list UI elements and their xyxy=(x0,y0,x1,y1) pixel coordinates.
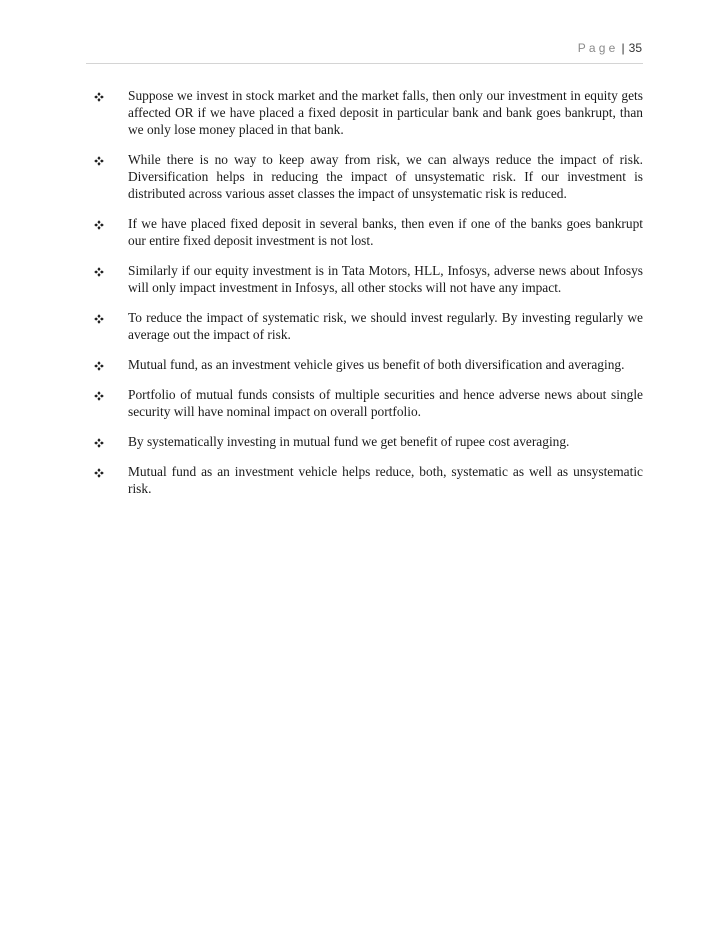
list-item xyxy=(94,433,643,450)
header-divider xyxy=(86,63,643,64)
page-separator: | xyxy=(621,41,625,55)
diamond-bullet-icon xyxy=(94,433,128,448)
diamond-bullet-icon xyxy=(94,151,128,166)
list-item xyxy=(94,87,643,138)
list-item xyxy=(94,262,643,296)
list-item xyxy=(94,356,643,373)
page-header xyxy=(578,41,642,55)
bullet-text: To reduce the impact of systematic risk, we should invest regularly. By investing regularly we average out the impact of risk. xyxy=(128,310,643,342)
diamond-bullet-icon xyxy=(94,262,128,277)
diamond-bullet-icon xyxy=(94,386,128,401)
diamond-bullet-icon xyxy=(94,87,128,102)
page-label: Page xyxy=(577,41,619,55)
bullet-list xyxy=(94,87,643,510)
bullet-text: Suppose we invest in stock market and the market falls, then only our investment in equity gets affected OR if we have placed a fixed deposit in particular bank and bank goes bankrupt, than we only lose money placed in that bank. xyxy=(128,88,643,137)
diamond-bullet-icon xyxy=(94,309,128,324)
list-item xyxy=(94,463,643,497)
bullet-text: Portfolio of mutual funds consists of multiple securities and hence adverse news about single security will have nominal impact on overall portfolio. xyxy=(128,387,643,419)
diamond-bullet-icon xyxy=(94,215,128,230)
list-item xyxy=(94,309,643,343)
list-item xyxy=(94,386,643,420)
diamond-bullet-icon xyxy=(94,356,128,371)
bullet-text: If we have placed fixed deposit in several banks, then even if one of the banks goes bankrupt our entire fixed deposit investment is not lost. xyxy=(128,216,643,248)
list-item xyxy=(94,215,643,249)
bullet-text: Mutual fund as an investment vehicle helps reduce, both, systematic as well as unsystematic risk. xyxy=(128,464,643,496)
bullet-text: By systematically investing in mutual fund we get benefit of rupee cost averaging. xyxy=(128,434,570,449)
page-number: 35 xyxy=(628,41,642,55)
bullet-text: While there is no way to keep away from risk, we can always reduce the impact of risk. Diversification helps in reducing the impact of unsystematic risk. If our investment is distributed across various asset classes the impact of unsystematic risk is reduced. xyxy=(128,152,643,201)
bullet-text: Similarly if our equity investment is in Tata Motors, HLL, Infosys, adverse news about Infosys will only impact investment in Infosys, all other stocks will not have any impact. xyxy=(128,263,643,295)
diamond-bullet-icon xyxy=(94,463,128,478)
list-item xyxy=(94,151,643,202)
bullet-text: Mutual fund, as an investment vehicle gives us benefit of both diversification and averaging. xyxy=(128,357,625,372)
